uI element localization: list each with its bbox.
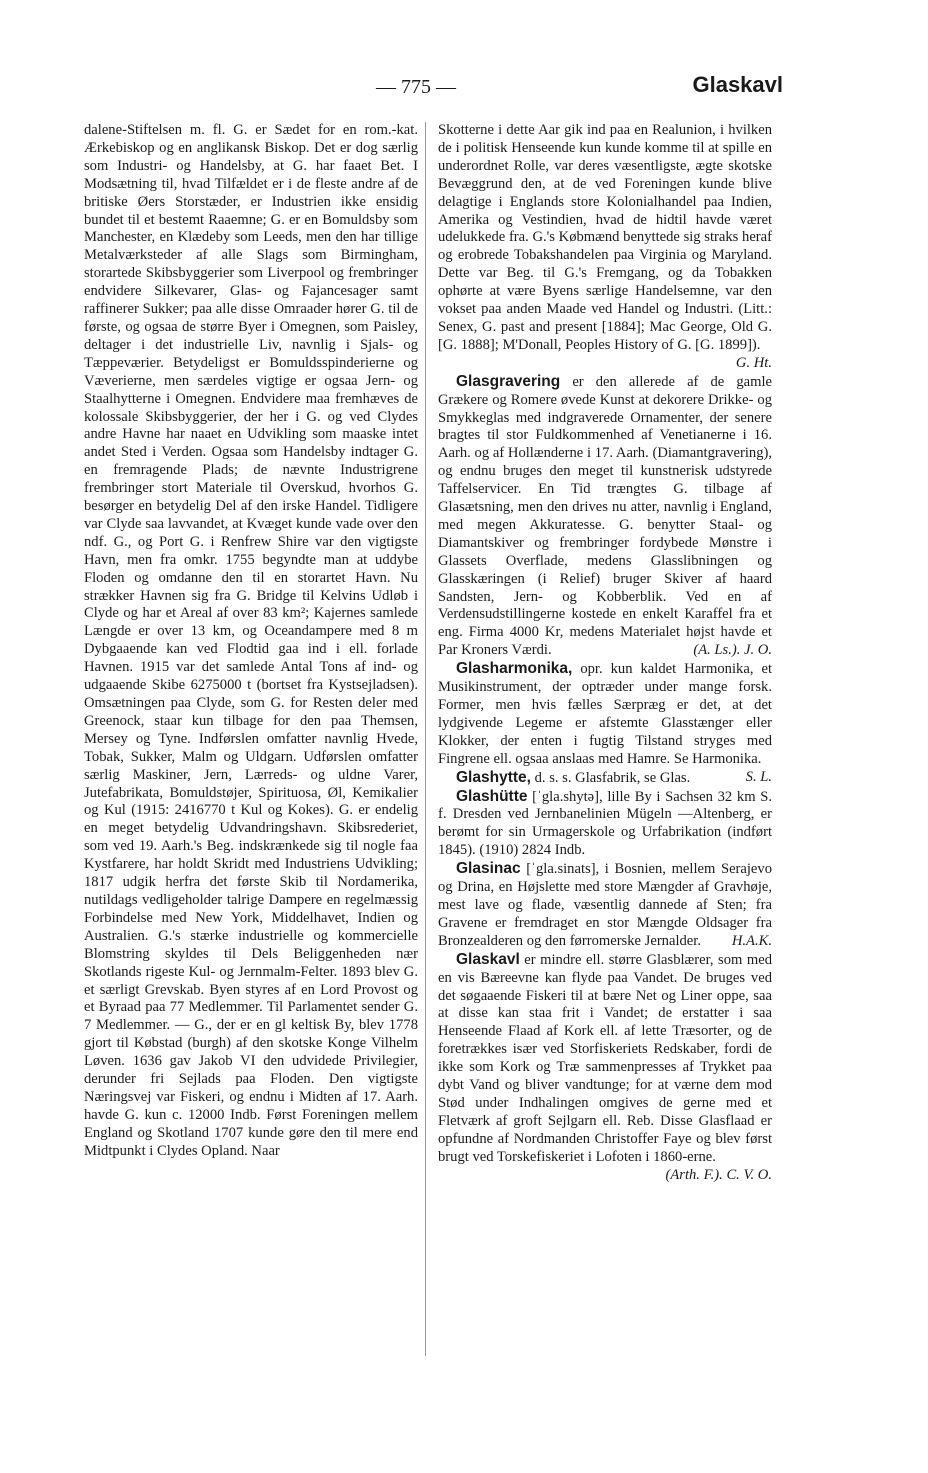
continuation-text (438, 122, 772, 373)
page-number: — 775 — (376, 76, 456, 98)
left-column (84, 122, 418, 1161)
entry-text: er den allerede af de gamle Grækere og Romere øvede Kunst at dekorere Drikke- og Smykkeglas med indgraverede Ornamenter, der senere bragtes til stor Fuldkommenhed af Venetianerne i 16. Aarh. og af Hollænderne i 17. Aarh. (Diamantgravering), og endnu bruges den meget til kunstnerisk udstyrede Taffelservicer. En Tid trængtes G. tilbage af Glasætsning, men den drives nu atter, navnlig i England, med megen Akkuratesse. G. benytter Staal- og Diamantskiver og frembringer fordybede Mønstre i Glassets Overflade, medens Glasslibningen og Glasskæringen (i Relief) bruger Skiver af haard Sandsten, Jern- og Kobberblik. Ved en af Verdensudstillingerne kostede en enkelt Karaffel fra et eng. Firma 4000 Kr, medens Materialet højst havde et Par Kroners Værdi. (438, 373, 772, 659)
headword: Glashütte (456, 787, 528, 805)
entry-signature: (A. Ls.). J. O. (693, 642, 772, 659)
running-head: Glaskavl (692, 72, 783, 97)
right-column (438, 122, 772, 1184)
entry-text: er mindre ell. større Glasblærer, som med en vis Bæreevne kan flyde paa Vandet. De bruges ved det søgaaende Fiskeri til at bære Net og Liner oppe, saa at disse kan staa frit i Vandet; de erstatter i saa Henseende Flaad af Kork ell. af lette Træsorter, og de foretrækkes især ved Storfiskeriets Redskaber, fordi de ikke som Kork og Træ sammenpresses af Trykket paa dybt Vand og bliver vandtunge; for at værne dem mod Stød under Indhalingen omgives de gerne med et Fletværk af groft Sejlgarn ell. Reb. Disse Glasflaad er opfundne af Nordmanden Christoffer Faye og blev først brugt ved Torskefiskeriet i Lofoten i 1860-erne. (438, 951, 773, 1165)
headword: Glasharmonika, (456, 660, 573, 678)
headword: Glaskavl (456, 950, 520, 968)
column-divider (425, 122, 426, 1356)
page-header (116, 72, 783, 106)
continuation-signature: G. Ht. (735, 354, 772, 371)
left-column-text: dalene-Stiftelsen m. fl. G. er Sædet for en rom.-kat. Ærkebiskop og en anglikansk Biskop. Det er dog særlig som Industri- og Handelsby, at G. har faaet Bet. I Modsætning til, hvad Tilfældet er i de fleste andre af de britiske Øers Storstæder, er Industrien ikke ensidig bundet til et bestemt Raaemne; G. er en Bomuldsby som Manchester, en Klædeby som Leeds, men den har tillige Metalværksteder af alle Slags som Birmingham, storartede Skibsbyggerier som Liverpool og frembringer endvidere Silkevarer, Glas- og Fajancesager samt raffinerer Sukker; paa alle disse Omraader hører G. til de første, og ogsaa de større Byer i Omegnen, som Paisley, deltager i det industrielle Liv, navnlig i Sjals- og Tæppeværier. Betydeligst er Bomuldsspinderierne og Væverierne, men særdeles vigtige er ogsaa Jern- og Staalhytterne i Omegnen. Endvidere maa fremhæves de kolossale Skibsbyggerier, der her i G. og ved Clydes andre Havne har naaet en Udvikling som maaske intet andet Sted i Verden. Ogsaa som Handelsby indtager G. en fremragende Plads; de nævnte Industrigrene frembringer stort Materiale til Overskud, hvorhos G. besørger en betydelig Del af den irske Handel. Tidligere var Clyde saa lavvandet, at Kvæget kunde vade over den ndf. G., og Port G. i Renfrew Shire var den vigtigste Havn, men fra omkr. 1755 begyndte man at uddybe Floden og omdanne den til en storartet Havn. Nu strækker Havnen sig fra G. Bridge til Kelvins Udløb i Clyde og har et Areal af over 83 km²; Kajernes samlede Længde er over 13 km, og Oceandampere med 8 m Dybgaaende kan ved Flodtid gaa ind i ell. forlade Havnen. 1915 var det samlede Antal Tons af ind- og udgaaende Skibe 6275000 t (bortset fra Kystsejladsen). Omsætningen paa Clyde, som G. for Resten deler med Greenock, staar kun tilbage for den paa Themsen, Mersey og Tyne. Indførslen omfatter navnlig Hvede, Tobak, Sukker, Malm og Uldgarn. Udførslen omfatter særlig Maskiner, Jern, Lærreds- og uldne Varer, Jutefabrikata, Bomuldstøjer, Spirituosa, Øl, Kemikalier og Kul (1915: 2416770 t Kul og Kokes). G. er endelig en meget betydelig Udvandringshavn. Skibsrederiet, som ved 19. Aarh.'s Beg. indskrænkede sig til nogle faa Kystfarere, har holdt Skridt med Industriens Udvikling; 1817 udgik herfra det første Skib til Nordamerika, nutildags vedligeholder talrige Dampere en regelmæssig Forbindelse med New York, Middelhavet, Indien og Australien. G.'s stærke industrielle og kommercielle Blomstring skyldes til Dels Beliggenheden nær Skotlands rigeste Kul- og Jernmalm-Felter. 1893 blev G. et særligt Grevskab. Byen styres af en Lord Provost og et Byraad paa 77 Medlemmer. Til Parlamentet sender G. 7 Medlemmer. — G., der er en gl keltisk By, blev 1778 gjort til Købstad (burgh) af den skotske Konge Vilhelm Løven. 1636 gav Jakob VI den udvidede Privilegier, derunder fri Sejlads paa Floden. Den vigtigste Næringsvej var Fiskeri, og endnu i Midten af 17. Aarh. havde G. kun c. 12000 Indb. Først Foreningen mellem England og Skotland 1707 kunde gøre den til mere end Midtpunkt i Clydes Opland. Naar (84, 122, 418, 1159)
continuation-body: Skotterne i dette Aar gik ind paa en Realunion, i hvilken de i politisk Henseende kun kunde komme til at spille en underordnet Rolle, var deres væsentligste, ægte skotske Bevæggrund den, at de ved Foreningen kunde blive delagtige i Englands store Kolonialhandel paa Indien, Amerika og Vestindien, hvad de hidtil havde været udelukkede fra. G.'s Købmænd benyttede sig straks heraf og erobrede Tobakshandelen paa Virginia og Maryland. Dette var Beg. til G.'s Fremgang, og da Tobakken ophørte at være Byens særlige Handelsemne, var den vokset paa anden Maade ved Handel og Industri. (Litt.: Senex, G. past and present [1884]; Mac George, Old G. [G. 1888]; M'Donall, Peoples History of G. [G. 1899]). (438, 122, 772, 353)
entry-text: [ˈgla.sinats], i Bosnien, mellem Serajevo og Drina, en Højslette med store Mængder af Gravhøje, mest lave og flade, væsentlig dannede af Sten; fra Gravene er fremdraget en stor Mængde Oldsager fra Bronzealderen og den førromerske Jernalder. (438, 861, 773, 949)
entry-text: opr. kun kaldet Harmonika, et Musikinstrument, der optræder under mange forsk. Former, men hvis fælles Særpræg er det, at det lydgivende Legeme er afstemte Glasstænger eller Klokker, der enten i fugtig Tilstand stryges med Fingrene ell. ogsaa anslaas med Hamre. Se Harmonika. (438, 661, 772, 767)
entry-glasinac (438, 860, 772, 951)
headword: Glasgravering (456, 372, 561, 390)
entry-glashutte (438, 788, 772, 861)
entry-glaskavl (438, 950, 773, 1183)
entry-signature: S. L. (745, 768, 772, 785)
headword: Glasinac (456, 860, 521, 878)
entry-signature: H.A.K. (731, 932, 772, 949)
entry-glasgravering (438, 373, 772, 661)
entry-text: [ˈgla.shytə], lille By i Sachsen 32 km S. f. Dresden ved Jernbanelinien Mügeln —Altenberg, er berømt for sin Urmagerskole og Urfabrikation (indført 1845). (1910) 2824 Indb. (438, 788, 772, 859)
entry-signature: (Arth. F.). C. V. O. (665, 1166, 772, 1183)
entry-glashytte (438, 769, 772, 788)
entry-text: d. s. s. Glasfabrik, se Glas. (534, 769, 691, 786)
headword: Glashytte, (456, 768, 531, 786)
